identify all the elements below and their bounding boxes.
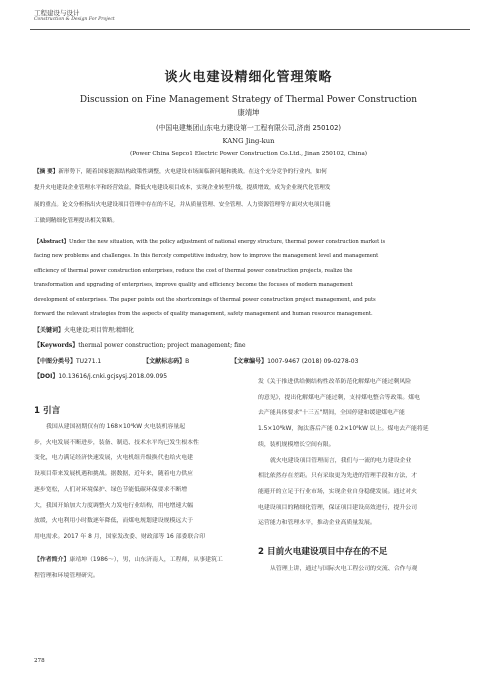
- body-line: 电建设项目的精细化管理，保证项目建设高效进行，提升公司: [258, 504, 418, 511]
- abstract-en-line: efficiency of thermal power construction enterprises, reduce the cost of thermal power construction projects, realize the: [34, 267, 353, 274]
- classification-line: [34, 356, 468, 365]
- keywords-cn-text: 火电建设;项目管理;精细化: [64, 327, 135, 334]
- body-line: 去产能具体要求"十三五"期间，全国停建和缓建煤电产能: [258, 410, 405, 417]
- body-line: 设项目带来发展机遇和挑战。据数据，近年来，随着电力供应: [34, 471, 194, 478]
- author-name-cn: 康靖坤: [237, 108, 260, 117]
- page-number: 278: [34, 658, 45, 664]
- abstract-cn-line: 工做到精细化管理提出相关策略。: [34, 217, 118, 224]
- affiliation-cn: (中国电建集团山东电力建设第一工程有限公司,济南 250102): [155, 124, 342, 132]
- author-note-line: 程管理和环境管理研究。: [34, 572, 99, 579]
- journal-title-en: Construction & Design For Project: [34, 17, 115, 22]
- abstract-en: [34, 235, 468, 321]
- header-rule: [30, 29, 470, 30]
- right-column-body: [258, 375, 470, 532]
- author-note-line: 康靖坤（1986～），男，山东济南人，工程师，从事建筑工: [69, 557, 223, 563]
- body-line: 续，装机规模增长空间有限。: [258, 441, 335, 448]
- body-line: 能避开的立足于行业市场，实现企业自身稳健发展。通过对火: [258, 488, 418, 495]
- body-line: 步，火电发展不断进步，装备、制造、技术水平均已发生根本性: [34, 439, 199, 446]
- body-line: 大，我国开始加大力度调整火力发电行业结构，用电增速大幅: [34, 502, 194, 509]
- doi-label: 【DOI】: [34, 373, 59, 380]
- section-1-body: [34, 420, 242, 546]
- abstract-cn: [34, 164, 468, 229]
- body-line: 放缓，火电利用小时数逐年降低，而煤电规划建设规模远大于: [34, 518, 194, 525]
- abstract-cn-line: 展的重点。论文分析指出火电建设项目管理中存在的不足，并从质量管理、安全管理、人力资源管理等方面对火电项目施: [34, 201, 331, 208]
- author-name-en: KANG Jing-kun: [222, 137, 275, 145]
- journal-title-cn: 工程建设与设计: [34, 9, 80, 17]
- body-line: 发《关于推进供给侧结构性改革防范化解煤电产能过剩风险: [258, 379, 412, 385]
- author-note: [34, 553, 242, 584]
- abstract-en-line: facing new problems and challenges. In this fiercely competitive industry, how to improve the management level and management: [34, 253, 379, 260]
- body-line: 的意见》，提出化解煤电产能过剩，支持煤电整合等政策。煤电: [258, 394, 420, 401]
- abstract-en-line: development of enterprises. The paper points out the shortcomings of thermal power construction project management, and puts: [34, 296, 376, 303]
- body-line: 逐步宽松，人们对环境保护、绿色节能低碳环保要求不断增: [34, 486, 188, 493]
- body-line: 我国从建国初期仅有的 168×10⁴kW 火电装机容量起: [46, 424, 186, 430]
- body-line: 运营能力和管理水平，推动企业高质量发展。: [258, 520, 376, 527]
- keywords-en: [34, 340, 246, 349]
- keywords-cn: [34, 325, 134, 334]
- abstract-cn-line: 提升火电建设企业管理水平和经营效益，降低火电建设项目成本，实现企业转型升级，提质增效，成为企业现代化管理发: [34, 185, 331, 192]
- body-line: 相比依然存在差距。只有采取更为先进的管理手段和方法，才: [258, 473, 418, 480]
- keywords-en-text: thermal power construction; project management; fine: [78, 342, 246, 349]
- doc-code-value: B: [185, 358, 190, 365]
- abstract-cn-line: 新形势下，随着国家能源结构政策性调整，火电建设市场面临新问题和挑战。在这个充分竞争的行业内，如何: [58, 169, 327, 175]
- clc-value: TU271.1: [76, 358, 102, 365]
- doc-code-label: 【文献标志码】: [143, 358, 186, 365]
- body-line: 就火电建设项目管理而言，我们与一流的电力建设企业: [270, 457, 412, 464]
- abstract-en-line: transformation and upgrading of enterprises, improve quality and efficiency become the focuses of modern management: [34, 282, 353, 289]
- article-number-label: 【文章编号】: [231, 358, 268, 365]
- article-number-value: 1007-9467 (2018) 09-0278-03: [267, 358, 359, 365]
- article-title-cn: 谈火电建设精细化管理策略: [164, 70, 333, 85]
- body-line: 1.5×10⁸kW，淘汰落后产能 0.2×10⁸kW 以上。煤电去产能将延: [258, 426, 429, 433]
- body-line: 从管理上讲，通过与国际火电工程公司的交流、合作与观: [270, 566, 418, 572]
- abstract-en-line: Under the new situation, with the policy adjustment of national energy structure, thermal power construction market is: [69, 239, 386, 245]
- keywords-en-label: 【Keywords】: [34, 342, 79, 349]
- body-line: 用电需求。2017 年 8 月，国家发改委、财政部等 16 部委联合印: [34, 533, 206, 540]
- body-line: 变化，电力满足经济快速发展，火电机组升级换代也给火电建: [34, 455, 194, 462]
- keywords-cn-label: 【关键词】: [34, 327, 65, 334]
- abstract-en-line: forward the relevant strategies from the aspects of quality management, safety management and human resource management.: [34, 311, 373, 318]
- clc-label: 【中图分类号】: [34, 358, 77, 365]
- affiliation-en: (Power China Sepco1 Electric Power Construction Co.Ltd., Jinan 250102, China): [129, 151, 368, 157]
- doi-value: 10.13616/j.cnki.gcjsysj.2018.09.095: [58, 373, 168, 380]
- section-2-heading: 2 目前火电建设项目中存在的不足: [258, 547, 388, 557]
- abstract-en-label: 【Abstract】: [34, 239, 69, 245]
- article-title-en: Discussion on Fine Management Strategy of Thermal Power Construction: [79, 95, 418, 105]
- doi-line: [34, 371, 167, 380]
- section-2-body: [258, 562, 470, 578]
- abstract-cn-label: 【摘 要】: [34, 169, 59, 175]
- author-note-label: 【作者简介】: [34, 557, 70, 563]
- section-1-heading: 1 引言: [34, 406, 61, 416]
